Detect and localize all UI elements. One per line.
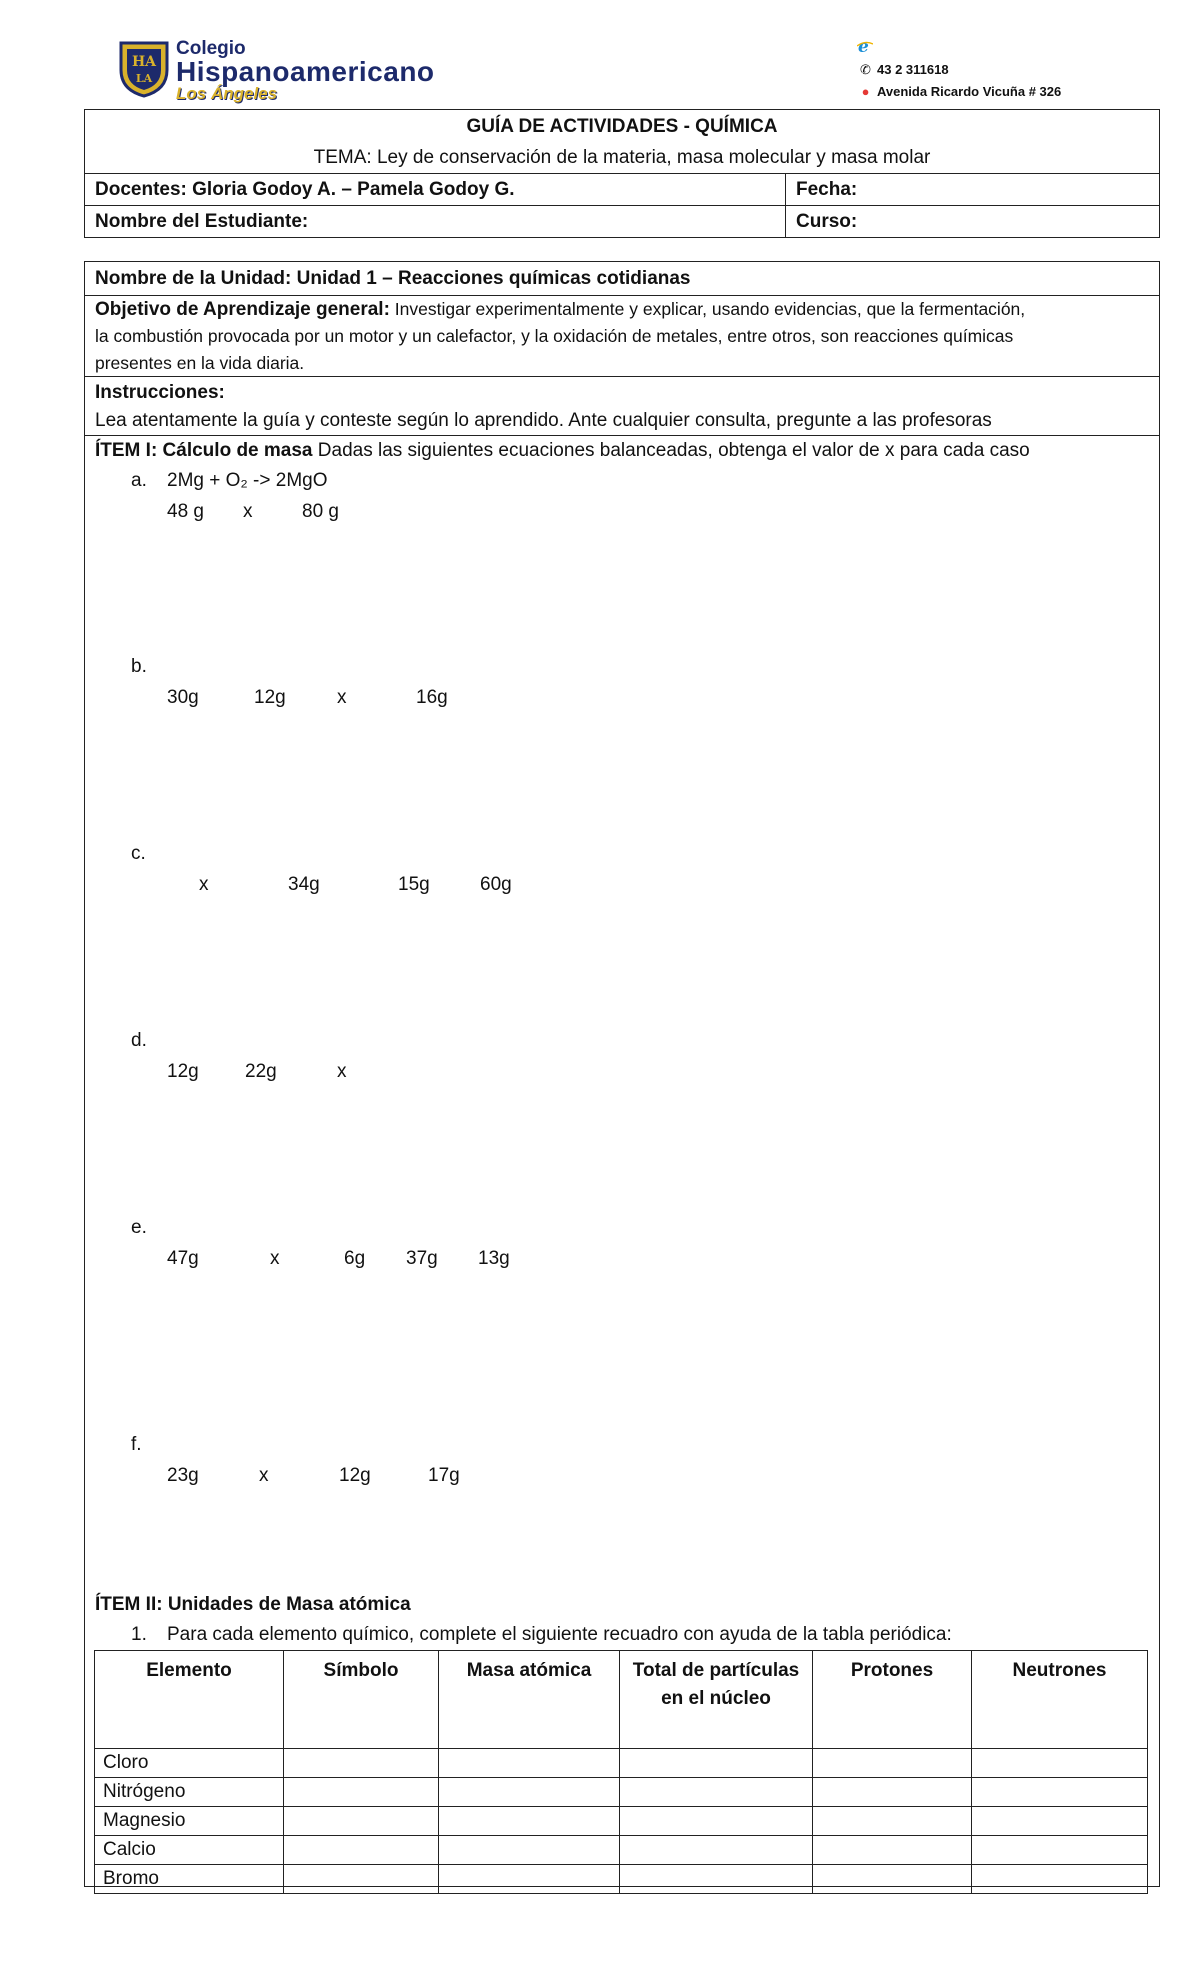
logo-line-2: Hispanoamericano xyxy=(176,56,435,87)
element-name: Cloro xyxy=(95,1749,284,1778)
item-1-heading xyxy=(95,438,1030,463)
instructions-text: Lea atentamente la guía y conteste según lo aprendido. Ante cualquier consulta, pregunte a las profesoras xyxy=(95,410,992,431)
student-name-field[interactable]: Nombre del Estudiante: xyxy=(85,206,786,238)
column-header: Elemento xyxy=(95,1651,284,1749)
answer-cell[interactable] xyxy=(620,1749,813,1778)
divider xyxy=(85,435,1159,436)
instructions-label: Instrucciones: xyxy=(95,382,225,403)
school-shield-icon xyxy=(118,40,170,98)
exercise-mass: 37g xyxy=(406,1248,438,1269)
exercise-mass: 12g xyxy=(339,1465,371,1486)
answer-cell[interactable] xyxy=(439,1865,620,1894)
svg-text:e: e xyxy=(858,38,869,54)
answer-cell[interactable] xyxy=(620,1836,813,1865)
table-row xyxy=(95,1807,1148,1836)
date-field[interactable]: Fecha: xyxy=(786,174,1160,206)
objective-line-2: la combustión provocada por un motor y un calefactor, y la oxidación de metales, entre otros, son reacciones químicas xyxy=(95,326,1014,346)
exercise-letter: d. xyxy=(131,1030,147,1051)
answer-cell[interactable] xyxy=(972,1807,1148,1836)
exercise-mass: 22g xyxy=(245,1061,277,1082)
answer-cell[interactable] xyxy=(439,1836,620,1865)
location-pin-icon: ● xyxy=(861,84,870,99)
objective-label: Objetivo de Aprendizaje general: xyxy=(95,299,390,320)
exercise-mass: 47g xyxy=(167,1248,199,1269)
item-2-instruction: Para cada elemento químico, complete el siguiente recuadro con ayuda de la tabla periódica: xyxy=(167,1624,952,1645)
item-2-title: ÍTEM II: Unidades de Masa atómica xyxy=(95,1594,411,1615)
svg-text:LA: LA xyxy=(135,72,153,85)
column-header: Protones xyxy=(813,1651,972,1749)
answer-cell[interactable] xyxy=(813,1749,972,1778)
answer-cell[interactable] xyxy=(620,1778,813,1807)
exercise-mass: 23g xyxy=(167,1465,199,1486)
exercise-mass: x xyxy=(337,687,347,708)
answer-cell[interactable] xyxy=(620,1865,813,1894)
divider xyxy=(85,376,1159,377)
exercise-mass: 16g xyxy=(416,687,448,708)
item-1-instruction: Dadas las siguientes ecuaciones balanceadas, obtenga el valor de x para cada caso xyxy=(317,440,1030,461)
item-1-title: ÍTEM I: Cálculo de masa xyxy=(95,440,313,461)
answer-cell[interactable] xyxy=(972,1749,1148,1778)
logo-line-1: Colegio xyxy=(176,38,246,59)
answer-cell[interactable] xyxy=(972,1865,1148,1894)
table-header-row xyxy=(95,1651,1148,1749)
exercise-mass: 80 g xyxy=(302,501,339,522)
answer-cell[interactable] xyxy=(284,1836,439,1865)
exercise-letter: c. xyxy=(131,843,146,864)
exercise-mass: x xyxy=(243,501,253,522)
contact-phone: ✆ 43 2 311618 xyxy=(858,62,949,78)
exercise-mass: x xyxy=(337,1061,347,1082)
elements-table xyxy=(94,1650,1148,1894)
objective-text-1: Investigar experimentalmente y explicar, usando evidencias, que la fermentación, xyxy=(394,299,1026,319)
column-header: Símbolo xyxy=(284,1651,439,1749)
exercise-mass: x xyxy=(199,874,209,895)
exercise-mass: 60g xyxy=(480,874,512,895)
element-name: Bromo xyxy=(95,1865,284,1894)
table-row xyxy=(95,1865,1148,1894)
answer-cell[interactable] xyxy=(620,1807,813,1836)
objective-line-3: presentes en la vida diaria. xyxy=(95,353,305,373)
exercise-mass: 13g xyxy=(478,1248,510,1269)
answer-cell[interactable] xyxy=(813,1807,972,1836)
exercise-mass: 12g xyxy=(167,1061,199,1082)
activity-box xyxy=(84,261,1160,1887)
exercise-letter: f. xyxy=(131,1434,142,1455)
guide-header-table xyxy=(84,109,1160,238)
answer-cell[interactable] xyxy=(439,1807,620,1836)
answer-cell[interactable] xyxy=(972,1778,1148,1807)
exercise-mass: 30g xyxy=(167,687,199,708)
exercise-mass: 15g xyxy=(398,874,430,895)
teachers-label: Docentes: Gloria Godoy A. – Pamela Godoy G. xyxy=(85,174,786,206)
answer-cell[interactable] xyxy=(284,1807,439,1836)
exercise-mass: 12g xyxy=(254,687,286,708)
exercise-mass: x xyxy=(259,1465,269,1486)
element-name: Nitrógeno xyxy=(95,1778,284,1807)
unit-name: Nombre de la Unidad: Unidad 1 – Reacciones químicas cotidianas xyxy=(95,268,691,289)
exercise-letter: a. xyxy=(131,470,147,491)
answer-cell[interactable] xyxy=(284,1749,439,1778)
guide-title: GUÍA DE ACTIVIDADES - QUÍMICA xyxy=(85,110,1160,143)
exercise-mass: x xyxy=(270,1248,280,1269)
exercise-mass: 34g xyxy=(288,874,320,895)
guide-topic: TEMA: Ley de conservación de la materia, masa molecular y masa molar xyxy=(85,142,1160,174)
column-header: Total de partículas en el núcleo xyxy=(620,1651,813,1749)
contact-address: ● Avenida Ricardo Vicuña # 326 xyxy=(858,84,1061,99)
exercise-letter: e. xyxy=(131,1217,147,1238)
answer-cell[interactable] xyxy=(813,1865,972,1894)
table-row xyxy=(95,1778,1148,1807)
element-name: Calcio xyxy=(95,1836,284,1865)
exercise-mass: 48 g xyxy=(167,501,204,522)
svg-text:HA: HA xyxy=(131,54,157,70)
column-header: Masa atómica xyxy=(439,1651,620,1749)
exercise-mass: 6g xyxy=(344,1248,366,1269)
element-name: Magnesio xyxy=(95,1807,284,1836)
answer-cell[interactable] xyxy=(284,1778,439,1807)
exercise-letter: b. xyxy=(131,656,147,677)
course-field[interactable]: Curso: xyxy=(786,206,1160,238)
answer-cell[interactable] xyxy=(439,1778,620,1807)
answer-cell[interactable] xyxy=(439,1749,620,1778)
item-2-number: 1. xyxy=(131,1624,147,1645)
answer-cell[interactable] xyxy=(284,1865,439,1894)
answer-cell[interactable] xyxy=(972,1836,1148,1865)
column-header: Neutrones xyxy=(972,1651,1148,1749)
table-row xyxy=(95,1836,1148,1865)
objective-line-1 xyxy=(95,296,1025,323)
table-row xyxy=(95,1749,1148,1778)
logo-line-3: Los Ángeles xyxy=(176,84,278,103)
web-browser-icon xyxy=(857,38,873,54)
answer-cell[interactable] xyxy=(813,1778,972,1807)
answer-cell[interactable] xyxy=(813,1836,972,1865)
exercise-mass: 17g xyxy=(428,1465,460,1486)
phone-icon: ✆ xyxy=(860,62,871,77)
exercise-equation: 2Mg + O₂ -> 2MgO xyxy=(167,470,328,491)
